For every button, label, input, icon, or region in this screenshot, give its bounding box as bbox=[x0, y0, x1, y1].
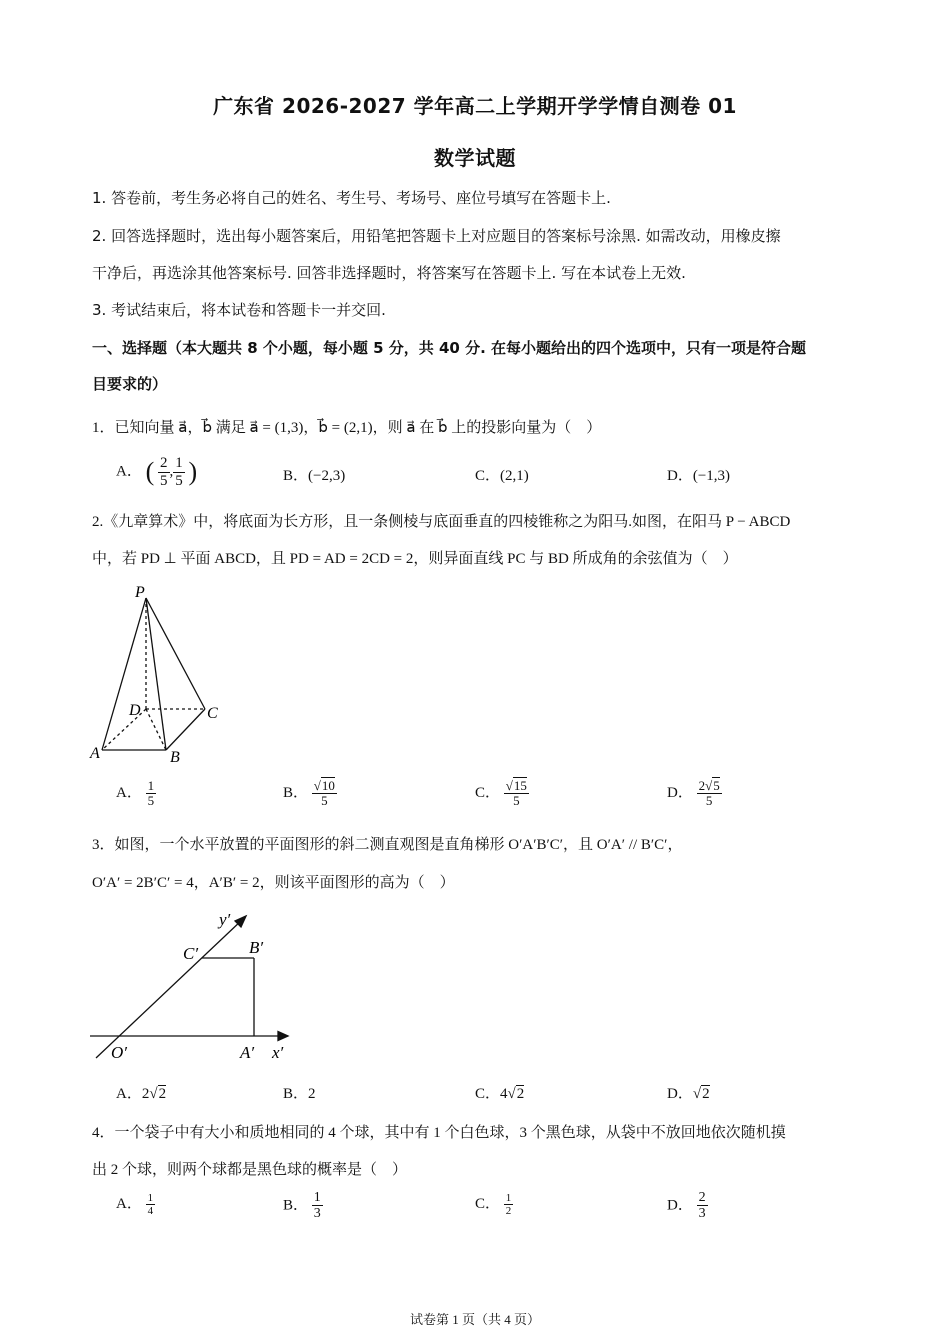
page-footer: 试卷第 1 页（共 4 页） bbox=[409, 1312, 540, 1327]
option-label: A． bbox=[116, 1196, 142, 1213]
section-heading: 一、选择题（本大题共 8 个小题，每小题 5 分，共 40 分. 在每小题给出的四个选项中，只有一项是符合题 bbox=[92, 339, 807, 357]
q1-option-b[interactable] bbox=[283, 464, 345, 485]
option-label: B． bbox=[283, 468, 309, 484]
vertex-label-p: P bbox=[135, 584, 145, 601]
vertex-label-d: D bbox=[129, 702, 141, 719]
q3-option-b[interactable] bbox=[283, 1082, 316, 1103]
vertex-label-a: A bbox=[90, 745, 100, 762]
axis-label-y: y′ bbox=[219, 910, 231, 929]
instruction-2-cont: 干净后，再选涂其他答案标号. 回答非选择题时，将答案写在答题卡上. 写在本试卷上无效. bbox=[92, 264, 686, 282]
pyramid-figure bbox=[88, 578, 228, 770]
option-value: (2,1) bbox=[500, 468, 529, 484]
fraction: $\frac{1}{4}$ bbox=[147, 1192, 154, 1218]
section-heading-cont: 目要求的） bbox=[92, 375, 168, 393]
vertex-label-b: B bbox=[170, 749, 180, 766]
question-1-text: 1．已知向量 a⃗，b⃗ 满足 a⃗ = (1,3)，b⃗ = (2,1)，则 a⃗ 在 b⃗ 上的投影向量为（ ） bbox=[92, 420, 602, 436]
option-label: A． bbox=[116, 785, 142, 802]
q4-option-a[interactable] bbox=[116, 1192, 155, 1217]
fraction: $\frac{2}{3}$ bbox=[698, 1190, 706, 1222]
fraction: $\frac{√15}{5}$ bbox=[505, 778, 527, 809]
question-4-line2: 出 2 个球，则两个球都是黑色球的概率是（ ） bbox=[92, 1162, 408, 1178]
q2-option-a[interactable] bbox=[116, 779, 156, 809]
q3-option-a[interactable]: A．2√2 bbox=[116, 1086, 167, 1102]
fraction: $\frac{2}{5}$ bbox=[160, 455, 168, 489]
option-label: B． bbox=[283, 785, 309, 802]
q2-option-c[interactable] bbox=[475, 779, 529, 809]
instruction-1: 1. 答卷前，考生务必将自己的姓名、考生号、考场号、座位号填写在答题卡上. bbox=[92, 189, 611, 207]
q1-option-a[interactable]: A． ( $\frac{2}{5}$ , $\frac{1}{5}$ ) bbox=[116, 455, 198, 489]
q2-option-b[interactable] bbox=[283, 779, 337, 809]
instruction-3: 3. 考试结束后，将本试卷和答题卡一并交回. bbox=[92, 301, 386, 319]
option-label: D． bbox=[667, 785, 693, 802]
option-value: 2 bbox=[308, 1086, 316, 1102]
q3-option-c[interactable]: C．4√2 bbox=[475, 1086, 525, 1102]
vertex-label-c: C bbox=[207, 705, 218, 722]
question-4-line1: 4．一个袋子中有大小和质地相同的 4 个球，其中有 1 个白色球，3 个黑色球，从袋中不放回地依次随机摸 bbox=[92, 1125, 786, 1141]
option-label: D． bbox=[667, 1197, 693, 1214]
option-label: D． bbox=[667, 468, 693, 484]
q4-option-c[interactable] bbox=[475, 1192, 513, 1217]
q4-option-b[interactable] bbox=[283, 1190, 323, 1222]
question-3-line2: O′A′ = 2B′C′ = 4，A′B′ = 2，则该平面图形的高为（ ） bbox=[92, 875, 455, 891]
option-value: (−2,3) bbox=[308, 468, 346, 484]
question-2-line1: 2.《九章算术》中，将底面为长方形，且一条侧棱与底面垂直的四棱锥称之为阳马.如图，在阳马 P − ABCD bbox=[92, 514, 791, 530]
fraction: $\frac{√10}{5}$ bbox=[313, 778, 335, 809]
fraction: $\frac{1}{2}$ bbox=[505, 1192, 512, 1218]
question-3-line1: 3．如图，一个水平放置的平面图形的斜二测直观图是直角梯形 O′A′B′C′，且 O′A′ // B′C′， bbox=[92, 837, 683, 853]
question-2-line2: 中，若 PD ⊥ 平面 ABCD，且 PD = AD = 2CD = 2，则异面直线 PC 与 BD 所成角的余弦值为（ ） bbox=[92, 551, 738, 567]
option-label: C． bbox=[475, 1086, 501, 1102]
option-label: D． bbox=[667, 1086, 693, 1102]
option-label: C． bbox=[475, 468, 501, 484]
q1-option-c[interactable] bbox=[475, 464, 529, 485]
q2-option-d[interactable] bbox=[667, 779, 722, 809]
q4-option-d[interactable] bbox=[667, 1190, 708, 1222]
axis-label-x: x′ bbox=[272, 1043, 284, 1062]
vertex-label-a: A′ bbox=[240, 1043, 255, 1062]
q1-option-d[interactable] bbox=[667, 464, 730, 485]
vertex-label-o: O′ bbox=[111, 1043, 127, 1062]
q3-option-d[interactable]: D．√2 bbox=[667, 1086, 710, 1102]
exam-title: 广东省 2026-2027 学年高二上学期开学学情自测卷 01 bbox=[213, 94, 737, 118]
fraction: $\frac{2√5}{5}$ bbox=[698, 778, 720, 809]
fraction: $\frac{1}{5}$ bbox=[175, 455, 183, 489]
option-label: A． bbox=[116, 1086, 142, 1102]
vertex-label-b: B′ bbox=[249, 938, 264, 957]
option-label: B． bbox=[283, 1197, 309, 1214]
exam-subtitle: 数学试题 bbox=[434, 146, 516, 170]
instruction-2: 2. 回答选择题时，选出每小题答案后，用铅笔把答题卡上对应题目的答案标号涂黑. 如需改动，用橡皮擦 bbox=[92, 227, 781, 245]
option-value: (−1,3) bbox=[692, 468, 731, 484]
option-label: A． bbox=[116, 463, 142, 480]
option-label: C． bbox=[475, 1196, 501, 1213]
option-label: B． bbox=[283, 1086, 309, 1102]
fraction: $\frac{1}{3}$ bbox=[313, 1190, 321, 1222]
fraction: $\frac{1}{5}$ bbox=[147, 778, 155, 809]
trapezoid-figure bbox=[88, 903, 303, 1068]
option-label: C． bbox=[475, 785, 501, 802]
vertex-label-c: C′ bbox=[183, 944, 199, 963]
